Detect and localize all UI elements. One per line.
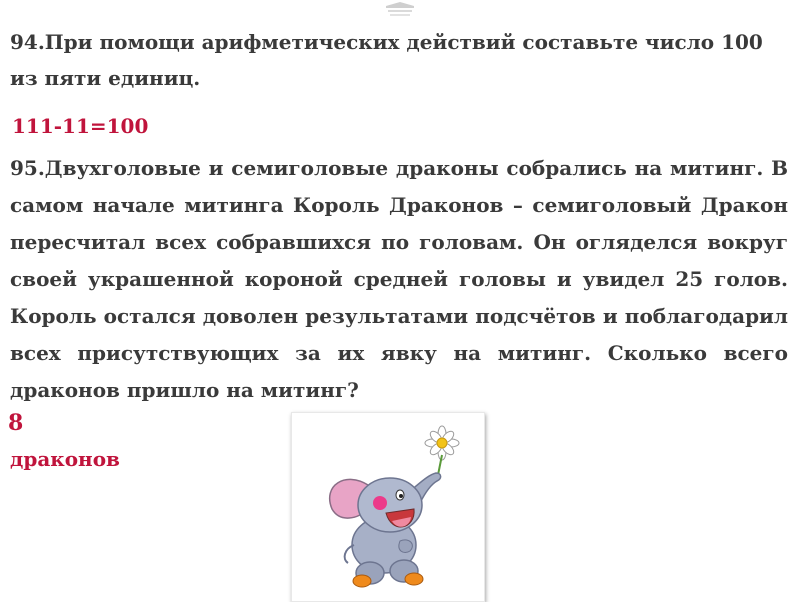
illustration-frame (291, 412, 485, 602)
problem-95-text: 95.Двухголовые и семиголовые драконы собрались на митинг. В самом начале митинга Король Драконов – семиголовый Дракон пересчитал всех собравшихся по головам. Он огляделся вокруг своей украшенной короной средней головы и увидел 25 голов. Король остался доволен результатами подсчётов и поблагодарил всех присутствующих за их явку на митинг. Сколько всего драконов пришло на митинг? (10, 156, 788, 402)
problem-95-answer-number: 8 (8, 410, 24, 436)
problem-94-answer: 111-11=100 (12, 114, 149, 138)
slide-frame-icon (384, 0, 416, 24)
elephant-with-flower-icon (292, 413, 484, 601)
problem-95-answer-unit: драконов (10, 447, 120, 471)
problem-94-text: 94.При помощи арифметических действий составьте число 100 из пяти единиц. (10, 30, 763, 90)
